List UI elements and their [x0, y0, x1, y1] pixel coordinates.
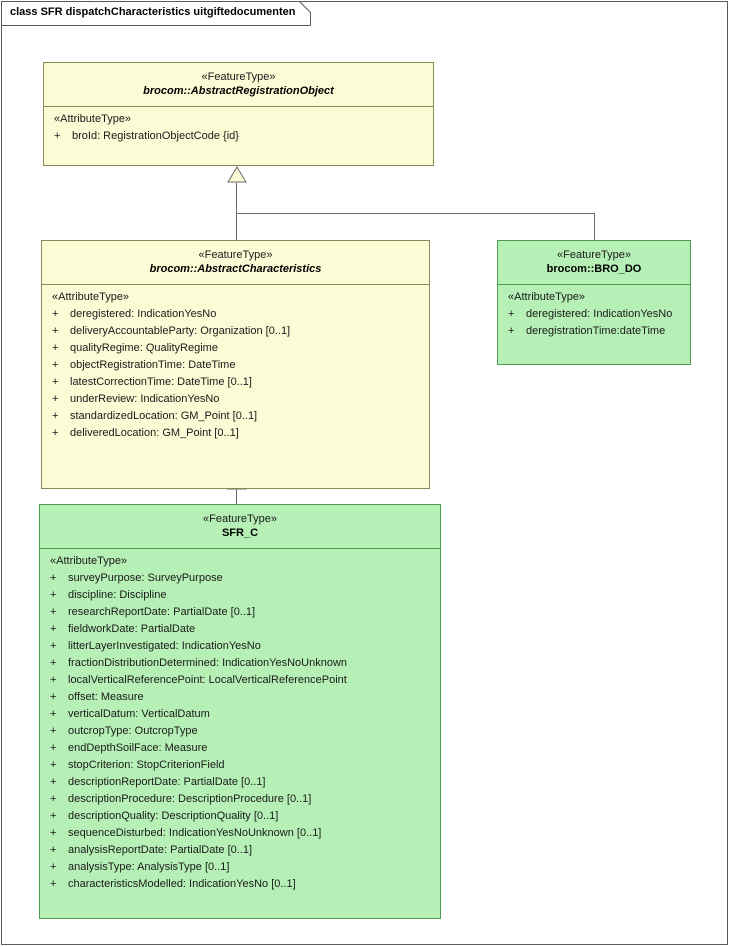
attribute-row — [40, 604, 440, 621]
class-name: brocom::BRO_DO — [546, 263, 642, 275]
attribute-text: deliveryAccountableParty: Organization [0..1] — [70, 325, 291, 337]
attribute-visibility: + — [50, 759, 57, 771]
attribute-row — [40, 791, 440, 808]
attribute-row — [40, 825, 440, 842]
attribute-row — [44, 128, 433, 145]
attributes-compartment — [498, 285, 690, 348]
attribute-visibility: + — [50, 623, 57, 635]
attribute-row — [40, 689, 440, 706]
attribute-text: localVerticalReferencePoint: LocalVerticalReferencePoint — [68, 674, 347, 686]
class-stereotype: «FeatureType» — [201, 71, 276, 83]
attribute-text: characteristicsModelled: IndicationYesNo [0..1] — [68, 878, 296, 890]
attribute-row — [40, 757, 440, 774]
attribute-text: objectRegistrationTime: DateTime — [70, 359, 236, 371]
attribute-visibility: + — [54, 130, 61, 142]
attribute-visibility: + — [50, 657, 57, 669]
attribute-visibility: + — [52, 359, 59, 371]
generalization-arrowhead-registrationobject — [226, 166, 248, 189]
class-stereotype: «FeatureType» — [198, 249, 273, 261]
attribute-text: broId: RegistrationObjectCode {id} — [72, 130, 239, 142]
compartment-title: «AttributeType» — [50, 555, 128, 567]
attribute-text: analysisType: AnalysisType [0..1] — [68, 861, 230, 873]
attribute-row — [40, 876, 440, 893]
attribute-row — [40, 638, 440, 655]
attribute-visibility: + — [50, 708, 57, 720]
attributes-compartment — [42, 285, 429, 450]
compartment-title: «AttributeType» — [54, 113, 132, 125]
attribute-row — [40, 655, 440, 672]
connector-brodo-to-registrationobject-vertical — [594, 213, 595, 243]
attribute-row — [42, 306, 429, 323]
attribute-row — [40, 706, 440, 723]
class-abstract-characteristics[interactable] — [41, 240, 430, 489]
class-name: brocom::AbstractRegistrationObject — [143, 85, 334, 97]
attribute-text: descriptionProcedure: DescriptionProcedure [0..1] — [68, 793, 312, 805]
attribute-visibility: + — [52, 427, 59, 439]
attribute-text: surveyPurpose: SurveyPurpose — [68, 572, 223, 584]
attribute-visibility: + — [50, 572, 57, 584]
attribute-text: standardizedLocation: GM_Point [0..1] — [70, 410, 258, 422]
attribute-visibility: + — [50, 878, 57, 890]
attribute-visibility: + — [50, 589, 57, 601]
attribute-text: outcropType: OutcropType — [68, 725, 198, 737]
attribute-text: fieldworkDate: PartialDate — [68, 623, 196, 635]
attribute-row — [498, 306, 690, 323]
attribute-visibility: + — [52, 308, 59, 320]
attribute-row — [40, 740, 440, 757]
attribute-visibility: + — [52, 325, 59, 337]
class-header-abstract-registration-object — [44, 63, 433, 106]
attribute-visibility: + — [52, 342, 59, 354]
attribute-text: sequenceDisturbed: IndicationYesNoUnknown [0..1] — [68, 827, 322, 839]
attribute-row — [40, 672, 440, 689]
attribute-visibility: + — [50, 691, 57, 703]
attribute-visibility: + — [52, 410, 59, 422]
class-abstract-registration-object[interactable] — [43, 62, 434, 166]
attribute-text: deregistered: IndicationYesNo — [526, 308, 673, 320]
attribute-visibility: + — [52, 393, 59, 405]
attribute-visibility: + — [50, 810, 57, 822]
attribute-text: stopCriterion: StopCriterionField — [68, 759, 225, 771]
attribute-text: discipline: Discipline — [68, 589, 167, 601]
attribute-text: qualityRegime: QualityRegime — [70, 342, 218, 354]
attribute-text: litterLayerInvestigated: IndicationYesNo — [68, 640, 261, 652]
attribute-visibility: + — [50, 674, 57, 686]
class-header-abstract-characteristics — [42, 241, 429, 284]
class-stereotype: «FeatureType» — [203, 513, 277, 525]
attribute-text: descriptionQuality: DescriptionQuality [0..1] — [68, 810, 279, 822]
attribute-row — [40, 808, 440, 825]
attribute-visibility: + — [50, 861, 57, 873]
compartment-title: «AttributeType» — [52, 291, 130, 303]
class-header-sfr-c — [40, 505, 440, 548]
attribute-visibility: + — [508, 308, 515, 320]
attribute-visibility: + — [50, 725, 57, 737]
attribute-visibility: + — [50, 742, 57, 754]
attribute-text: analysisReportDate: PartialDate [0..1] — [68, 844, 253, 856]
attribute-visibility: + — [50, 844, 57, 856]
class-sfr-c[interactable] — [39, 504, 441, 919]
attribute-visibility: + — [50, 793, 57, 805]
attribute-text: fractionDistributionDetermined: IndicationYesNoUnknown — [68, 657, 348, 669]
attribute-row — [498, 323, 690, 340]
attribute-row — [42, 408, 429, 425]
attribute-row — [40, 859, 440, 876]
attributes-compartment — [40, 549, 440, 901]
class-stereotype: «FeatureType» — [557, 249, 631, 261]
attribute-text: underReview: IndicationYesNo — [70, 393, 220, 405]
attribute-text: deliveredLocation: GM_Point [0..1] — [70, 427, 239, 439]
attribute-row — [40, 723, 440, 740]
compartment-title: «AttributeType» — [508, 291, 586, 303]
attribute-row — [40, 842, 440, 859]
attribute-visibility: + — [50, 827, 57, 839]
attribute-text: deregistrationTime:dateTime — [526, 325, 666, 337]
attribute-visibility: + — [50, 606, 57, 618]
attribute-row — [42, 323, 429, 340]
diagram-title: class SFR dispatchCharacteristics uitgiftedocumenten — [10, 6, 296, 18]
attribute-text: offset: Measure — [68, 691, 144, 703]
class-name: brocom::AbstractCharacteristics — [149, 263, 322, 275]
attribute-visibility: + — [50, 776, 57, 788]
attribute-text: deregistered: IndicationYesNo — [70, 308, 217, 320]
attribute-row — [42, 340, 429, 357]
attribute-visibility: + — [50, 640, 57, 652]
attribute-row — [40, 587, 440, 604]
attribute-row — [42, 391, 429, 408]
attribute-row — [40, 621, 440, 638]
attribute-text: descriptionReportDate: PartialDate [0..1] — [68, 776, 266, 788]
attribute-row — [42, 425, 429, 442]
attribute-row — [42, 357, 429, 374]
attribute-visibility: + — [52, 376, 59, 388]
attribute-text: verticalDatum: VerticalDatum — [68, 708, 210, 720]
diagram-title-tab — [1, 1, 311, 25]
attribute-text: endDepthSoilFace: Measure — [68, 742, 208, 754]
class-bro-do[interactable] — [497, 240, 691, 365]
attributes-compartment — [44, 107, 433, 153]
class-header-bro-do — [498, 241, 690, 284]
attribute-row — [42, 374, 429, 391]
attribute-row — [40, 570, 440, 587]
attribute-text: latestCorrectionTime: DateTime [0..1] — [70, 376, 252, 388]
attribute-text: researchReportDate: PartialDate [0..1] — [68, 606, 256, 618]
connector-generalization-horizontal — [236, 213, 595, 214]
class-name: SFR_C — [221, 527, 259, 539]
attribute-visibility: + — [508, 325, 515, 337]
attribute-row — [40, 774, 440, 791]
